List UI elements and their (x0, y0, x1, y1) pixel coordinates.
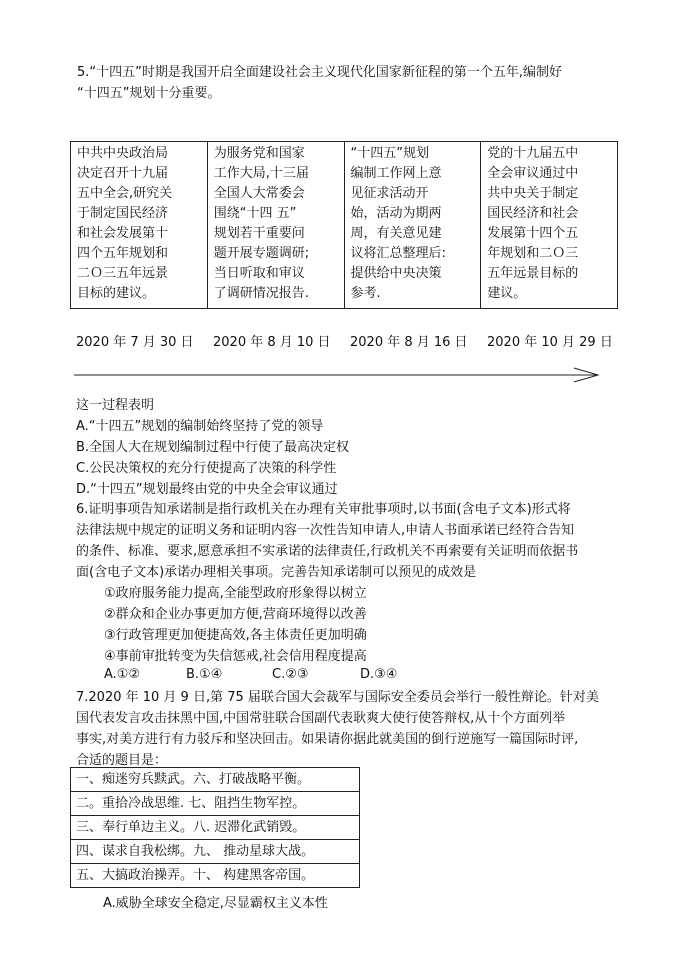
question-5-stem (77, 62, 562, 104)
title-row: 一、痴迷穷兵黩武。六、打破战略平衡。 (71, 768, 360, 792)
question-7-line-4: 合适的题目是： (76, 753, 168, 768)
question-5-line-1: 5.“十四五”时期是我国开启全面建设社会主义现代化国家新征程的第一个五年,编制好 (77, 65, 563, 80)
question-6-choice-b: B.①④ (186, 667, 223, 682)
question-7 (76, 687, 599, 771)
timeline-arrow-icon (74, 365, 602, 385)
option-c: C.公民决策权的充分行使提高了决策的科学性 (76, 461, 337, 476)
question-6-line-3: 的条件、标准、要求,愿意承担不实承诺的法律责任,行政机关不再索要有关证明而依据书 (76, 544, 579, 559)
question-6-item-2: ②群众和企业办事更加方便,营商环境得以改善 (104, 607, 367, 622)
question-6-item-1: ①政府服务能力提高,全能型政府形象得以树立 (104, 586, 367, 601)
title-row: 二。重拾冷战思维. 七、阻挡生物军控。 (71, 792, 360, 816)
question-6-item-3: ③行政管理更加便捷高效,各主体责任更加明确 (104, 628, 367, 643)
question-7-line-1: 7.2020 年 10 月 9 日,第 75 届联合国大会裁军与国际安全委员会举行一般性辩论。针对美 (76, 690, 599, 705)
timeline-cell-4: 党的十九届五中 全会审议通过中 共中央关于制定 国民经济和社会 发展第十四个五 年规划和二Ｏ三 五年远景目标的 建议。 (481, 142, 618, 309)
question-6-choice-a: A.①② (104, 667, 141, 682)
timeline-cell-3: “十四五”规划 编制工作网上意 见征求活动开 始，活动为期两 周，有关意见建 议将汇总整理后: 提供给中央决策 参考. (344, 142, 481, 309)
timeline-cell-1: 中共中央政治局 决定召开十九届 五中全会,研究关 于制定国民经济 和社会发展第十 四个五年规划和 二Ｏ三五年远景 目标的建议。 (71, 142, 208, 309)
title-row: 五、大搞政治操弄。十、 构建黑客帝国。 (71, 864, 360, 888)
question-6-choice-d: D.③④ (360, 667, 398, 682)
timeline-date-2: 2020 年 8 月 10 日 (213, 335, 331, 350)
question-6-line-2: 法律法规中规定的证明义务和证明内容一次性告知申请人,申请人书面承诺已经符合告知 (76, 523, 575, 538)
question-5-line-2: “十四五”规划十分重要。 (77, 86, 221, 101)
option-d: D.“十四五”规划最终由党的中央全会审议通过 (76, 482, 338, 497)
question-6-line-1: 6.证明事项告知承诺制是指行政机关在办理有关审批事项时,以书面(含电子文本)形式将 (76, 502, 571, 517)
option-b: B.全国人大在规划编制过程中行使了最高决定权 (76, 440, 350, 455)
timeline-date-1: 2020 年 7 月 30 日 (76, 335, 194, 350)
timeline-cell-2: 为服务党和国家 工作大局,十三届 全国人大常委会 围绕“十四 五” 规划若干重要问 题开展专题调研; 当日听取和审议 了调研情况报告. (207, 142, 344, 309)
question-7-option-a: A.威胁全球安全稳定,尽显霸权主义本性 (103, 896, 328, 911)
question-7-line-2: 国代表发言攻击抹黑中国,中国常驻联合国副代表耿爽大使行使答辩权,从十个方面列举 (76, 711, 566, 726)
question-7-line-3: 事实,对美方进行有力驳斥和坚决回击。如果请你据此就美国的倒行逆施写一篇国际时评, (76, 732, 579, 747)
timeline-date-4: 2020 年 10 月 29 日 (487, 335, 613, 350)
question-6 (76, 499, 578, 667)
question-5-options (76, 395, 349, 500)
timeline-table (70, 141, 618, 309)
question-6-item-4: ④事前审批转变为失信惩戒,社会信用程度提高 (104, 649, 367, 664)
question-5-prompt: 这一过程表明 (76, 398, 155, 413)
title-row: 四、谋求自我松绑。九、 推动星球大战。 (71, 840, 360, 864)
timeline-date-3: 2020 年 8 月 16 日 (350, 335, 468, 350)
title-row: 三、奉行单边主义。八. 迟滞化武销毁。 (71, 816, 360, 840)
question-6-line-4: 面(含电子文本)承诺办理相关事项。完善告知承诺制可以预见的成效是 (76, 565, 477, 580)
option-a: A.“十四五”规划的编制始终坚持了党的领导 (76, 419, 324, 434)
question-6-choice-c: C.②③ (272, 667, 309, 682)
question-7-titles-table (70, 767, 360, 888)
